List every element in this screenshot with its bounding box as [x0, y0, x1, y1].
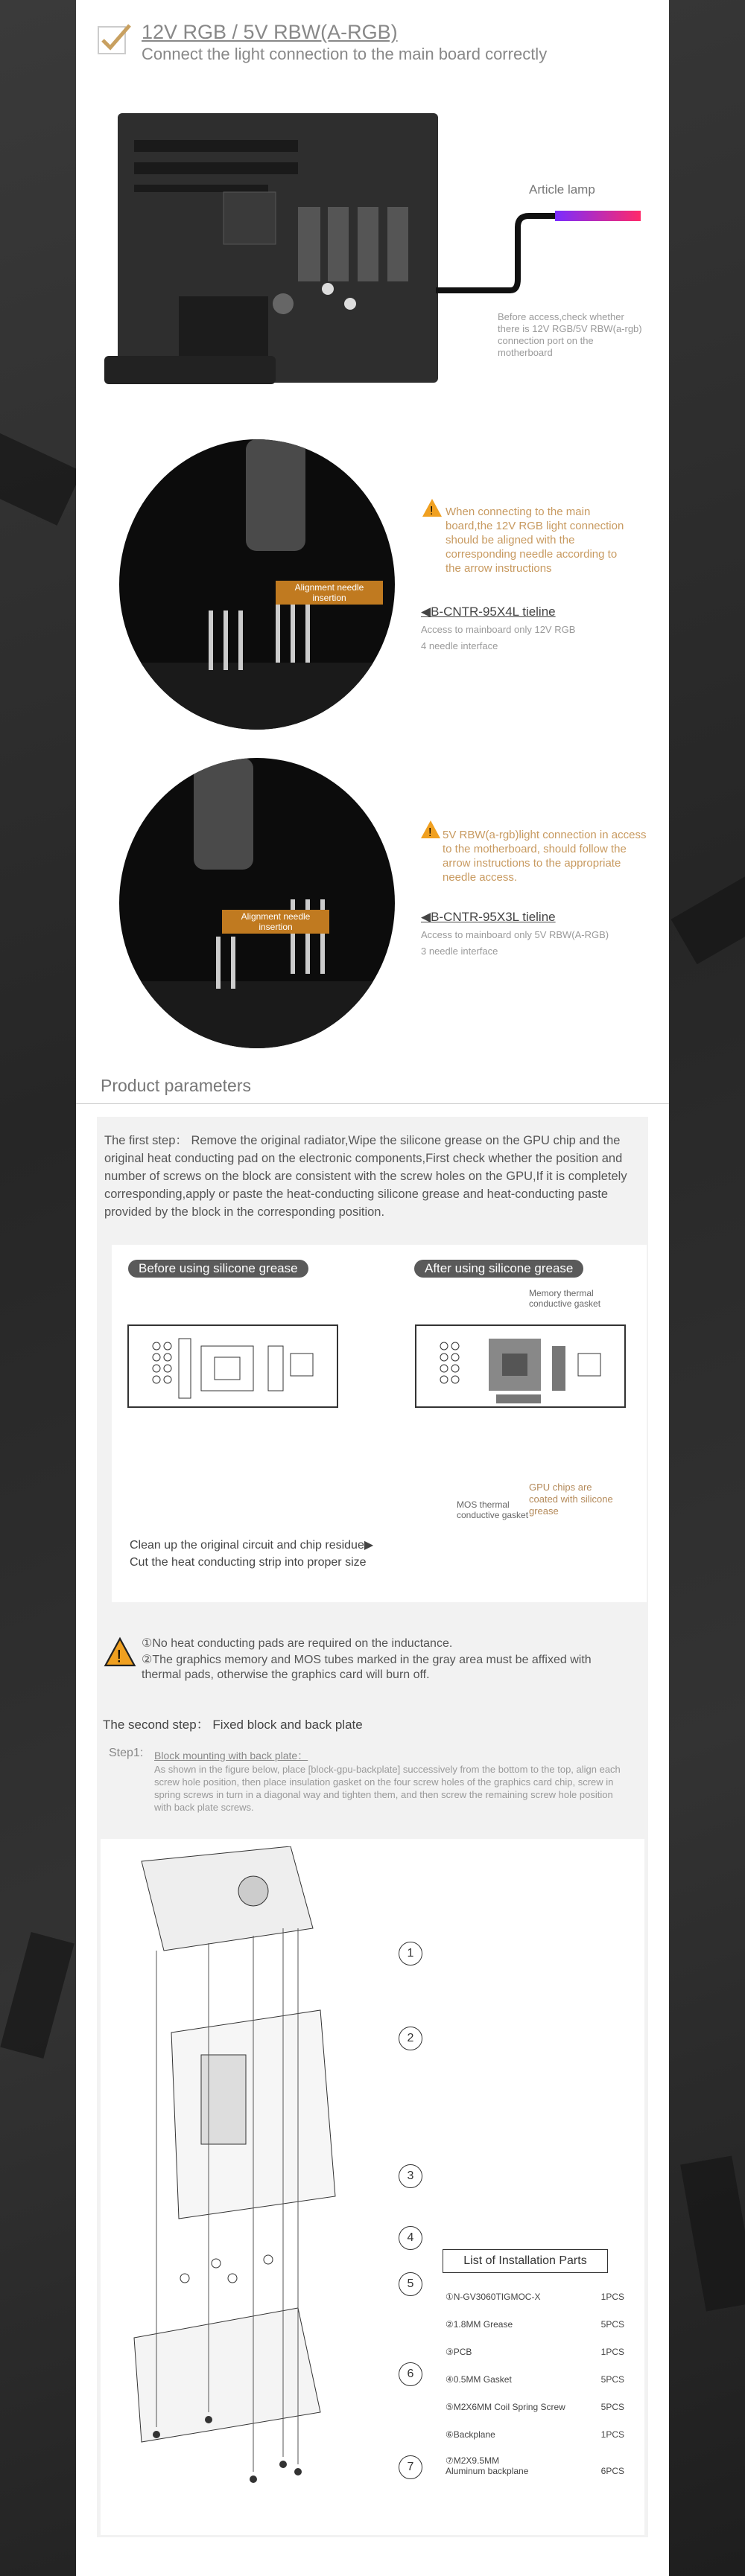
step2-heading: The second step： Fixed block and back plate: [103, 1718, 363, 1732]
memory-gasket-label: Memory thermal conductive gasket: [529, 1288, 601, 1309]
after-grease-badge: After using silicone grease: [414, 1260, 583, 1278]
before-grease-badge: Before using silicone grease: [128, 1260, 308, 1278]
install-list-row: [446, 2292, 624, 2302]
part-name: ②1.8MM Grease: [446, 2319, 513, 2330]
part-name: ①N-GV3060TIGMOC-X: [446, 2292, 541, 2302]
rgb12-tieline-label: B-CNTR-95X4L tieline: [431, 605, 556, 619]
part-label-circle: 2: [399, 2027, 422, 2050]
svg-text:!: !: [428, 826, 432, 839]
clean-instruction-text: Clean up the original circuit and chip residue: [130, 1539, 364, 1552]
mainboard-image: [104, 110, 440, 386]
part-label-circle: 1: [399, 1942, 422, 1966]
part-qty: 5PCS: [600, 2402, 624, 2412]
alignment-badge: Alignment needle insertion: [222, 910, 329, 934]
gpu-pcb-before: [127, 1324, 339, 1413]
install-list-row: [446, 2347, 624, 2357]
install-list-row: [446, 2319, 624, 2330]
note-2: ②The graphics memory and MOS tubes marked in the gray area must be affixed with thermal pads, otherwise the graphics card will burn off.: [142, 1654, 592, 1681]
install-list-row: [446, 2429, 624, 2440]
article-lamp-label: Article lamp: [529, 182, 595, 197]
step-label: Step1:: [109, 1747, 144, 1759]
cut-instruction: Cut the heat conducting strip into proper size: [130, 1556, 367, 1569]
part-qty: 1PCS: [600, 2292, 624, 2302]
divider: [76, 1103, 669, 1104]
install-list-title: List of Installation Parts: [443, 2249, 608, 2273]
part-qty: 1PCS: [600, 2429, 624, 2440]
part-label-circle: 7: [399, 2455, 422, 2479]
rgb5-connector-image: [119, 758, 395, 1048]
part-name: ⑥Backplane: [446, 2429, 495, 2440]
part-name: ④0.5MM Gasket: [446, 2374, 512, 2385]
part-qty: 1PCS: [600, 2347, 624, 2357]
rgb5-desc1: Access to mainboard only 5V RBW(A-RGB): [421, 929, 609, 940]
part-qty: 5PCS: [600, 2319, 624, 2330]
exploded-assembly-diagram: [112, 1846, 432, 2516]
mos-gasket-label: MOS thermal conductive gasket: [457, 1499, 529, 1520]
params-heading: Product parameters: [101, 1076, 251, 1095]
part-label-circle: 4: [399, 2226, 422, 2250]
rgb5-tieline-label: B-CNTR-95X3L tieline: [431, 910, 556, 924]
step1-text: The first step： Remove the original radiator,Wipe the silicone grease on the GPU chip and the original heat conducting pad on the electronic components,First check whether the position and number of screws on the block are consistent with the screw holes on the GPU,If it is completely corresponding,apply or paste the heat-conducting silicone grease and heat-conducting paste provided by the block in the corresponding position.: [104, 1134, 627, 1219]
part-qty: 5PCS: [600, 2374, 624, 2385]
install-list-row: [446, 2402, 624, 2412]
install-list-row: [446, 2374, 624, 2385]
svg-text:!: !: [116, 1646, 122, 1667]
svg-text:!: !: [430, 505, 434, 517]
step-text: As shown in the figure below, place [block-gpu-backplate] successively from the bottom to the top, align each screw hole position, then place insulation gasket on the four screw holes of the graphics card chip, screw in spring screws in turn in a diagonal way and tighten them, and then screw the remaining screw hole position with back plate screws.: [154, 1764, 621, 1813]
gpu-coated-label: GPU chips are coated with silicone grease: [529, 1482, 613, 1517]
rgb5-tieline: ◀B-CNTR-95X3L tieline: [421, 910, 556, 924]
gpu-pcb-after: [414, 1324, 627, 1413]
article-lamp-cable: [436, 208, 644, 298]
before-access-note: Before access,check whether there is 12V RGB/5V RBW(a-rgb) connection port on the motherboard: [498, 311, 642, 358]
part-qty: 6PCS: [600, 2466, 624, 2476]
part-label-circle: 5: [399, 2272, 422, 2296]
rgb5-desc2: 3 needle interface: [421, 946, 498, 957]
install-list-row: [446, 2455, 624, 2476]
step-title: Block mounting with back plate：: [154, 1750, 308, 1762]
part-name: ⑦M2X9.5MM Aluminum backplane: [446, 2455, 529, 2476]
part-name: ⑤M2X6MM Coil Spring Screw: [446, 2402, 565, 2412]
rgb12-tieline: ◀B-CNTR-95X4L tieline: [421, 605, 556, 619]
clean-instruction: Clean up the original circuit and chip residue▶: [130, 1539, 374, 1552]
alignment-badge: Alignment needle insertion: [276, 581, 383, 605]
part-label-circle: 6: [399, 2362, 422, 2386]
rgb12-desc2: 4 needle interface: [421, 640, 498, 651]
warning-icon: [103, 1636, 137, 1671]
warning-icon: [419, 819, 442, 844]
section-title: 12V RGB / 5V RBW(A-RGB): [142, 21, 398, 43]
rgb12-warning: When connecting to the main board,the 12V RGB light connection should be aligned with the corresponding needle according to the arrow instructions: [446, 506, 624, 575]
part-name: ③PCB: [446, 2347, 472, 2357]
note-1: ①No heat conducting pads are required on the inductance.: [142, 1637, 453, 1650]
rgb5-warning: 5V RBW(a-rgb)light connection in access to the motherboard, should follow the arrow instructions to the appropriate needle access.: [443, 829, 647, 884]
checkbox-icon: [97, 21, 133, 57]
part-label-circle: 3: [399, 2164, 422, 2188]
section-subtitle: Connect the light connection to the main board correctly: [142, 45, 548, 63]
rgb12-desc1: Access to mainboard only 12V RGB: [421, 624, 576, 635]
warning-icon: [421, 497, 443, 522]
